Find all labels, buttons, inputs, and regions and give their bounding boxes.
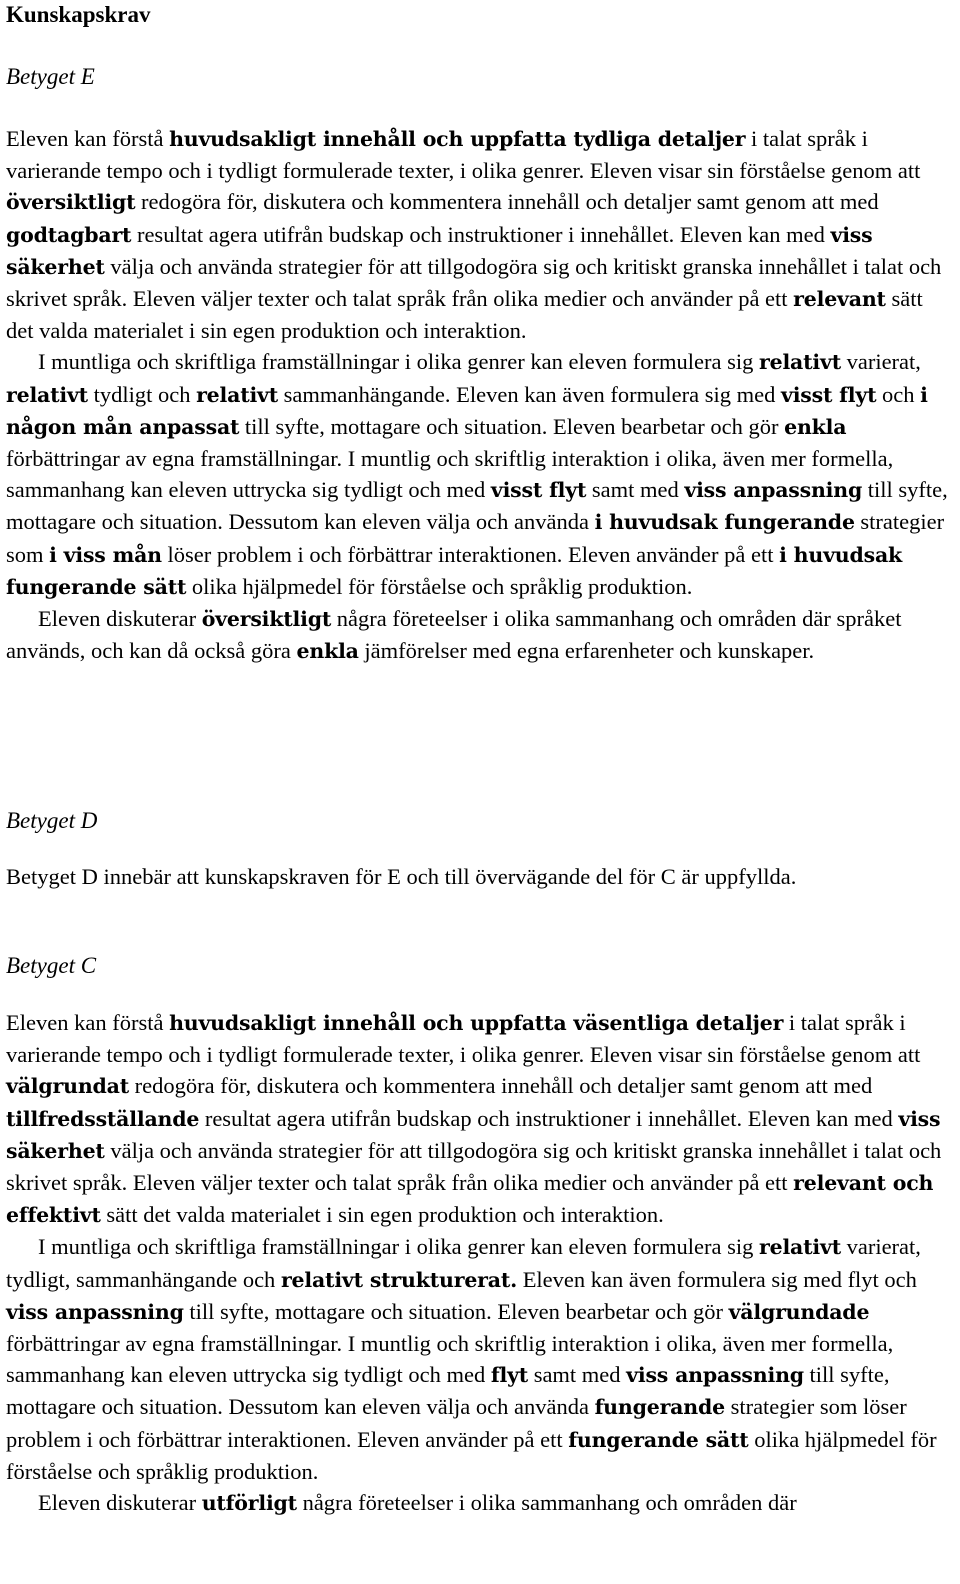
grade-d-heading: Betyget D (6, 808, 98, 833)
grade-d-body (6, 861, 954, 892)
bold-phrase: relativt (6, 382, 88, 407)
bold-phrase: översiktligt (6, 190, 136, 215)
bold-phrase: relevant (793, 287, 886, 312)
text-run: välja och använda strategier för att tillgodogöra sig och kritiskt granska innehållet i talat och skrivet språk. Eleven väljer texter och talat språk från olika medier och använder på ett (6, 1137, 942, 1196)
grade-e-heading: Betyget E (6, 64, 95, 89)
text-run: redogöra för, diskutera och kommentera innehåll och detaljer samt genom att med (129, 1073, 873, 1099)
text-run: några företeelser i olika sammanhang och områden där språket används, och kan då också göra (6, 606, 902, 664)
paragraph (6, 346, 954, 603)
text-run: tydligt och (87, 381, 197, 407)
bold-phrase: relativt (759, 1235, 841, 1260)
bold-phrase: relativt strukturerat. (280, 1267, 518, 1292)
text-run: sätt det valda materialet i sin egen produktion och interaktion. (6, 286, 923, 344)
text-run: i talat språk i varierande tempo och i tydligt formulerade texter, i olika genrer. Eleven visar sin förståelse genom att (6, 126, 921, 184)
bold-phrase: flyt (490, 1363, 529, 1388)
text-run: redogöra för, diskutera och kommentera innehåll och detaljer samt genom att med (135, 189, 879, 215)
text-run: till syfte, mottagare och situation. Dessutom kan eleven välja och använda (6, 477, 948, 535)
text-run: varierat, tydligt, sammanhängande och (6, 1234, 921, 1292)
grade-c-body (6, 1007, 954, 1519)
text-run: samt med (528, 1362, 627, 1388)
bold-phrase: relativt (196, 382, 279, 407)
document-title: Kunskapskrav (6, 2, 151, 27)
paragraph (6, 1487, 954, 1519)
text-run: förbättringar av egna framställningar. I muntlig och skriftlig interaktion i olika, även mer formella, sammanhang kan eleven uttrycka sig tydligt och med (6, 446, 894, 503)
text-run: olika hjälpmedel för förståelse och språklig produktion. (6, 1426, 937, 1484)
text-run: Eleven kan även formulera sig med flyt och (517, 1266, 917, 1292)
bold-phrase: i huvudsak fungerande (594, 510, 855, 535)
bold-phrase: viss säkerhet (6, 222, 873, 279)
text-run: förbättringar av egna framställningar. I muntlig och skriftlig interaktion i olika, även mer formella, sammanhang kan eleven uttrycka sig tydligt och med (6, 1331, 894, 1388)
text-run: resultat agera utifrån budskap och instruktioner i innehållet. Eleven kan med (199, 1105, 899, 1131)
bold-phrase: fungerande (594, 1395, 725, 1420)
bold-phrase: i viss mån (49, 542, 162, 567)
text-run: I muntliga och skriftliga framställningar i olika genrer kan eleven formulera sig (38, 349, 760, 375)
text-run: Eleven kan förstå (6, 126, 170, 151)
bold-phrase: visst flyt (490, 478, 587, 503)
text-run: Eleven diskuterar (38, 606, 202, 632)
bold-phrase: översiktligt (201, 607, 332, 632)
paragraph (6, 603, 954, 667)
bold-phrase: utförligt (201, 1491, 297, 1516)
bold-phrase: relativt (759, 350, 841, 375)
paragraph (6, 1007, 954, 1231)
bold-phrase: huvudsakligt innehåll och uppfatta väsentliga detaljer (169, 1011, 784, 1035)
text-run: I muntliga och skriftliga framställningar i olika genrer kan eleven formulera sig (38, 1234, 760, 1260)
bold-phrase: tillfredsställande (6, 1106, 200, 1131)
bold-phrase: viss anpassning (6, 1299, 184, 1324)
text-run: några företeelser i olika sammanhang och områden där (296, 1490, 797, 1516)
text-run: löser problem i och förbättrar interaktionen. Eleven använder på ett (161, 541, 780, 567)
bold-phrase: viss anpassning (626, 1363, 804, 1388)
text-run: Eleven diskuterar (38, 1490, 202, 1516)
bold-phrase: relevant och effektivt (6, 1171, 934, 1228)
paragraph (6, 861, 954, 892)
text-run: samt med (586, 477, 685, 503)
text-run: Betyget D innebär att kunskapskraven för E och till övervägande del för C är uppfyllda. (6, 864, 797, 889)
text-run: jämförelser med egna erfarenheter och kunskaper. (358, 638, 815, 664)
text-run: och (876, 381, 921, 407)
paragraph (6, 1231, 954, 1487)
bold-phrase: visst flyt (780, 382, 877, 407)
text-run: resultat agera utifrån budskap och instruktioner i innehållet. Eleven kan med (131, 221, 831, 247)
text-run: strategier som (6, 509, 945, 567)
bold-phrase: välgrundat (6, 1074, 130, 1099)
bold-phrase: huvudsakligt innehåll och uppfatta tydliga detaljer (169, 127, 746, 151)
text-run: varierat, (840, 349, 921, 375)
text-run: till syfte, mottagare och situation. Eleven bearbetar och gör (183, 1298, 729, 1324)
bold-phrase: välgrundade (728, 1299, 870, 1324)
paragraph (6, 123, 954, 346)
bold-phrase: godtagbart (6, 222, 132, 247)
text-run: sätt det valda materialet i sin egen produktion och interaktion. (100, 1202, 664, 1228)
text-run: olika hjälpmedel för förståelse och språklig produktion. (186, 573, 693, 599)
grade-e-body (6, 123, 954, 667)
bold-phrase: viss anpassning (684, 478, 863, 503)
text-run: Eleven kan förstå (6, 1010, 170, 1035)
bold-phrase: enkla (784, 414, 847, 439)
bold-phrase: fungerande sätt (568, 1427, 749, 1452)
bold-phrase: viss säkerhet (6, 1106, 941, 1163)
text-run: i talat språk i varierande tempo och i tydligt formulerade texter, i olika genrer. Eleven visar sin förståelse genom att (6, 1010, 921, 1068)
text-run: sammanhängande. Eleven kan även formulera sig med (278, 381, 781, 407)
bold-phrase: enkla (296, 639, 359, 664)
text-run: välja och använda strategier för att tillgodogöra sig och kritiskt granska innehållet i talat och skrivet språk. Eleven väljer texter och talat språk från olika medier och använder på ett (6, 253, 942, 312)
text-run: till syfte, mottagare och situation. Eleven bearbetar och gör (239, 413, 785, 439)
grade-c-heading: Betyget C (6, 953, 97, 978)
bold-phrase: i någon mån anpassat (6, 382, 928, 439)
text-run: strategier som löser problem i och förbättrar interaktionen. Eleven använder på ett (6, 1394, 907, 1452)
bold-phrase: i huvudsak fungerande sätt (6, 542, 903, 599)
text-run: till syfte, mottagare och situation. Dessutom kan eleven välja och använda (6, 1362, 890, 1420)
